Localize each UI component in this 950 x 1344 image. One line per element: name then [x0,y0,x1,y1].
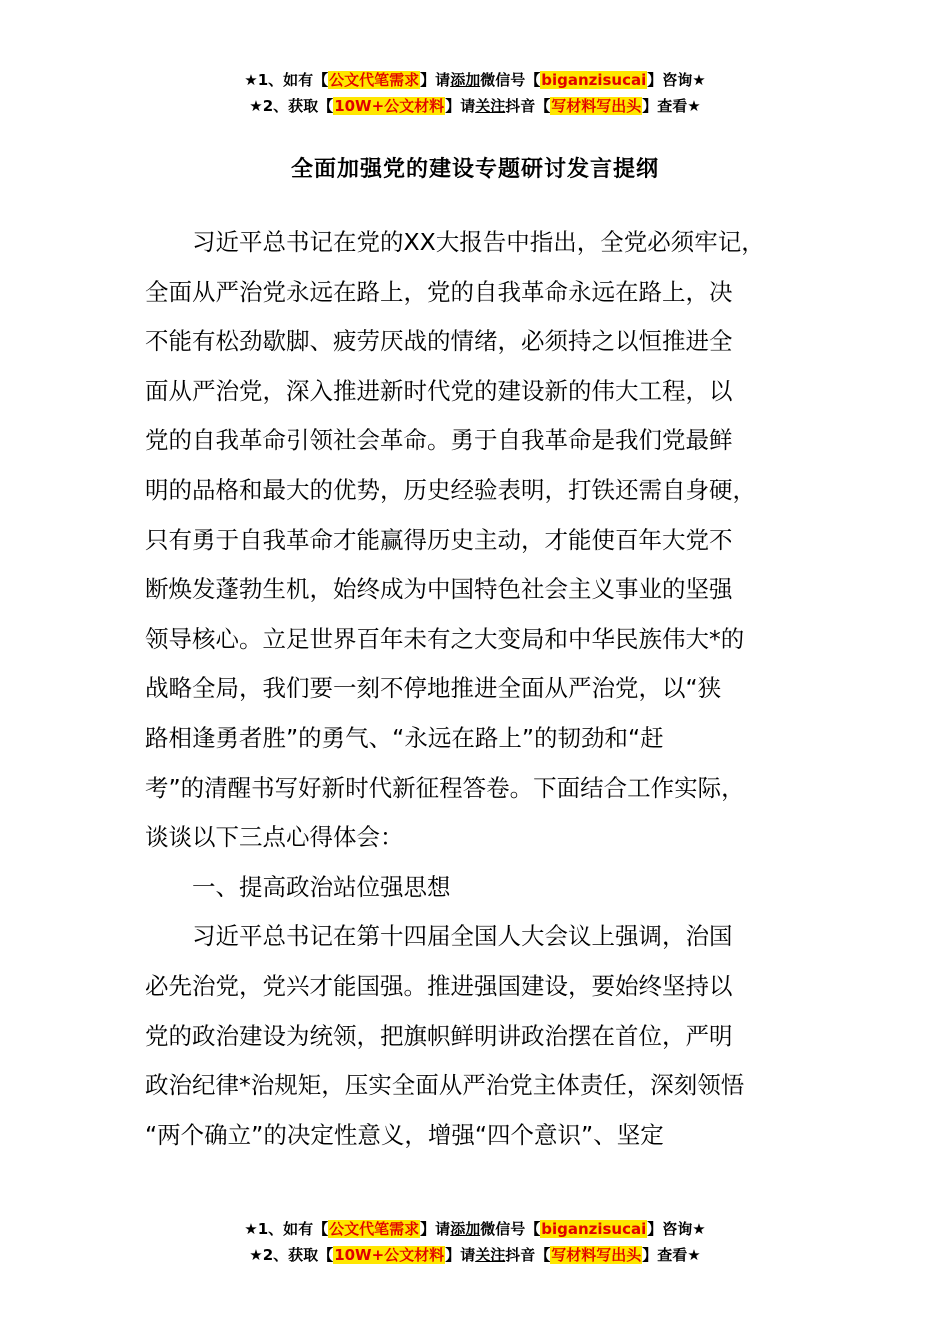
body-line: “两个确立”的决定性意义，增强“四个意识”、坚定 [145,1120,664,1149]
promo-text: 微信号【 [480,71,541,89]
promo-text: 】咨询★ [647,1220,706,1238]
body-line: 只有勇于自我革命才能赢得历史主动，才能使百年大党不 [145,525,733,554]
promo-text: 抖音【 [505,1246,551,1264]
document-title: 全面加强党的建设专题研讨发言提纲 [290,157,659,182]
body-line: 考”的清醒书写好新时代新征程答卷。下面结合工作实际， [145,773,745,802]
body-line: 战略全局，我们要一刻不停地推进全面从严治党，以“狭 [145,674,722,703]
body-line: 明的品格和最大的优势，历史经验表明，打铁还需自身硬， [145,475,756,504]
promo-highlight: 写材料写出头 [551,1246,642,1264]
promo-underline: 添加 [450,71,481,89]
promo-highlight: biganzisucai [541,1220,647,1238]
promo-text: 】请 [445,1246,476,1264]
body-line: 党的自我革命引领社会革命。勇于自我革命是我们党最鲜 [145,426,733,455]
promo-banner-top [0,67,950,119]
promo-highlight: 写材料写出头 [551,97,642,115]
body-line: 习近平总书记在第十四届全国人大会议上强调，治国 [145,922,733,951]
promo-text: 】请 [420,1220,451,1238]
document-body [145,218,825,1160]
promo-text: 】查看★ [642,1246,701,1264]
body-line: 面从严治党，深入推进新时代党的建设新的伟大工程，以 [145,376,733,405]
body-line: 路相逢勇者胜”的勇气、“永远在路上”的韧劲和“赶 [145,723,664,752]
body-line: 必先治党，党兴才能国强。推进强国建设，要始终坚持以 [145,971,733,1000]
promo-banner-bottom [0,1216,950,1268]
promo-line-2 [0,93,950,119]
body-line: 习近平总书记在党的XX大报告中指出，全党必须牢记， [145,228,765,256]
promo-text: 抖音【 [505,97,551,115]
promo-text: 】请 [445,97,476,115]
promo-text: ★2、获取【 [249,1246,334,1264]
body-line: 党的政治建设为统领，把旗帜鲜明讲政治摆在首位，严明 [145,1021,733,1050]
section-heading: 一、提高政治站位强思想 [145,872,451,901]
body-line: 领导核心。立足世界百年未有之大变局和中华民族伟大*的 [145,624,745,653]
promo-text: 微信号【 [480,1220,541,1238]
promo-text: 】咨询★ [647,71,706,89]
promo-text: ★1、如有【 [244,71,329,89]
promo-underline: 添加 [450,1220,481,1238]
promo-underline: 关注 [475,1246,506,1264]
promo-line-1 [0,67,950,93]
promo-highlight: biganzisucai [541,71,647,89]
body-line: 政治纪律*治规矩，压实全面从严治党主体责任，深刻领悟 [145,1071,745,1100]
body-line: 谈谈以下三点心得体会： [145,823,404,852]
promo-highlight: 10W+公文材料 [334,1246,445,1264]
promo-text: 】请 [420,71,451,89]
promo-highlight: 公文代笔需求 [329,71,420,89]
promo-underline: 关注 [475,97,506,115]
promo-highlight: 公文代笔需求 [329,1220,420,1238]
promo-text: ★2、获取【 [249,97,334,115]
body-line: 不能有松劲歇脚、疲劳厌战的情绪，必须持之以恒推进全 [145,327,733,356]
body-line: 全面从严治党永远在路上，党的自我革命永远在路上，决 [145,277,733,306]
promo-highlight: 10W+公文材料 [334,97,445,115]
promo-text: ★1、如有【 [244,1220,329,1238]
body-line: 断焕发蓬勃生机，始终成为中国特色社会主义事业的坚强 [145,575,733,604]
promo-text: 】查看★ [642,97,701,115]
promo-line-2 [0,1242,950,1268]
promo-line-1 [0,1216,950,1242]
